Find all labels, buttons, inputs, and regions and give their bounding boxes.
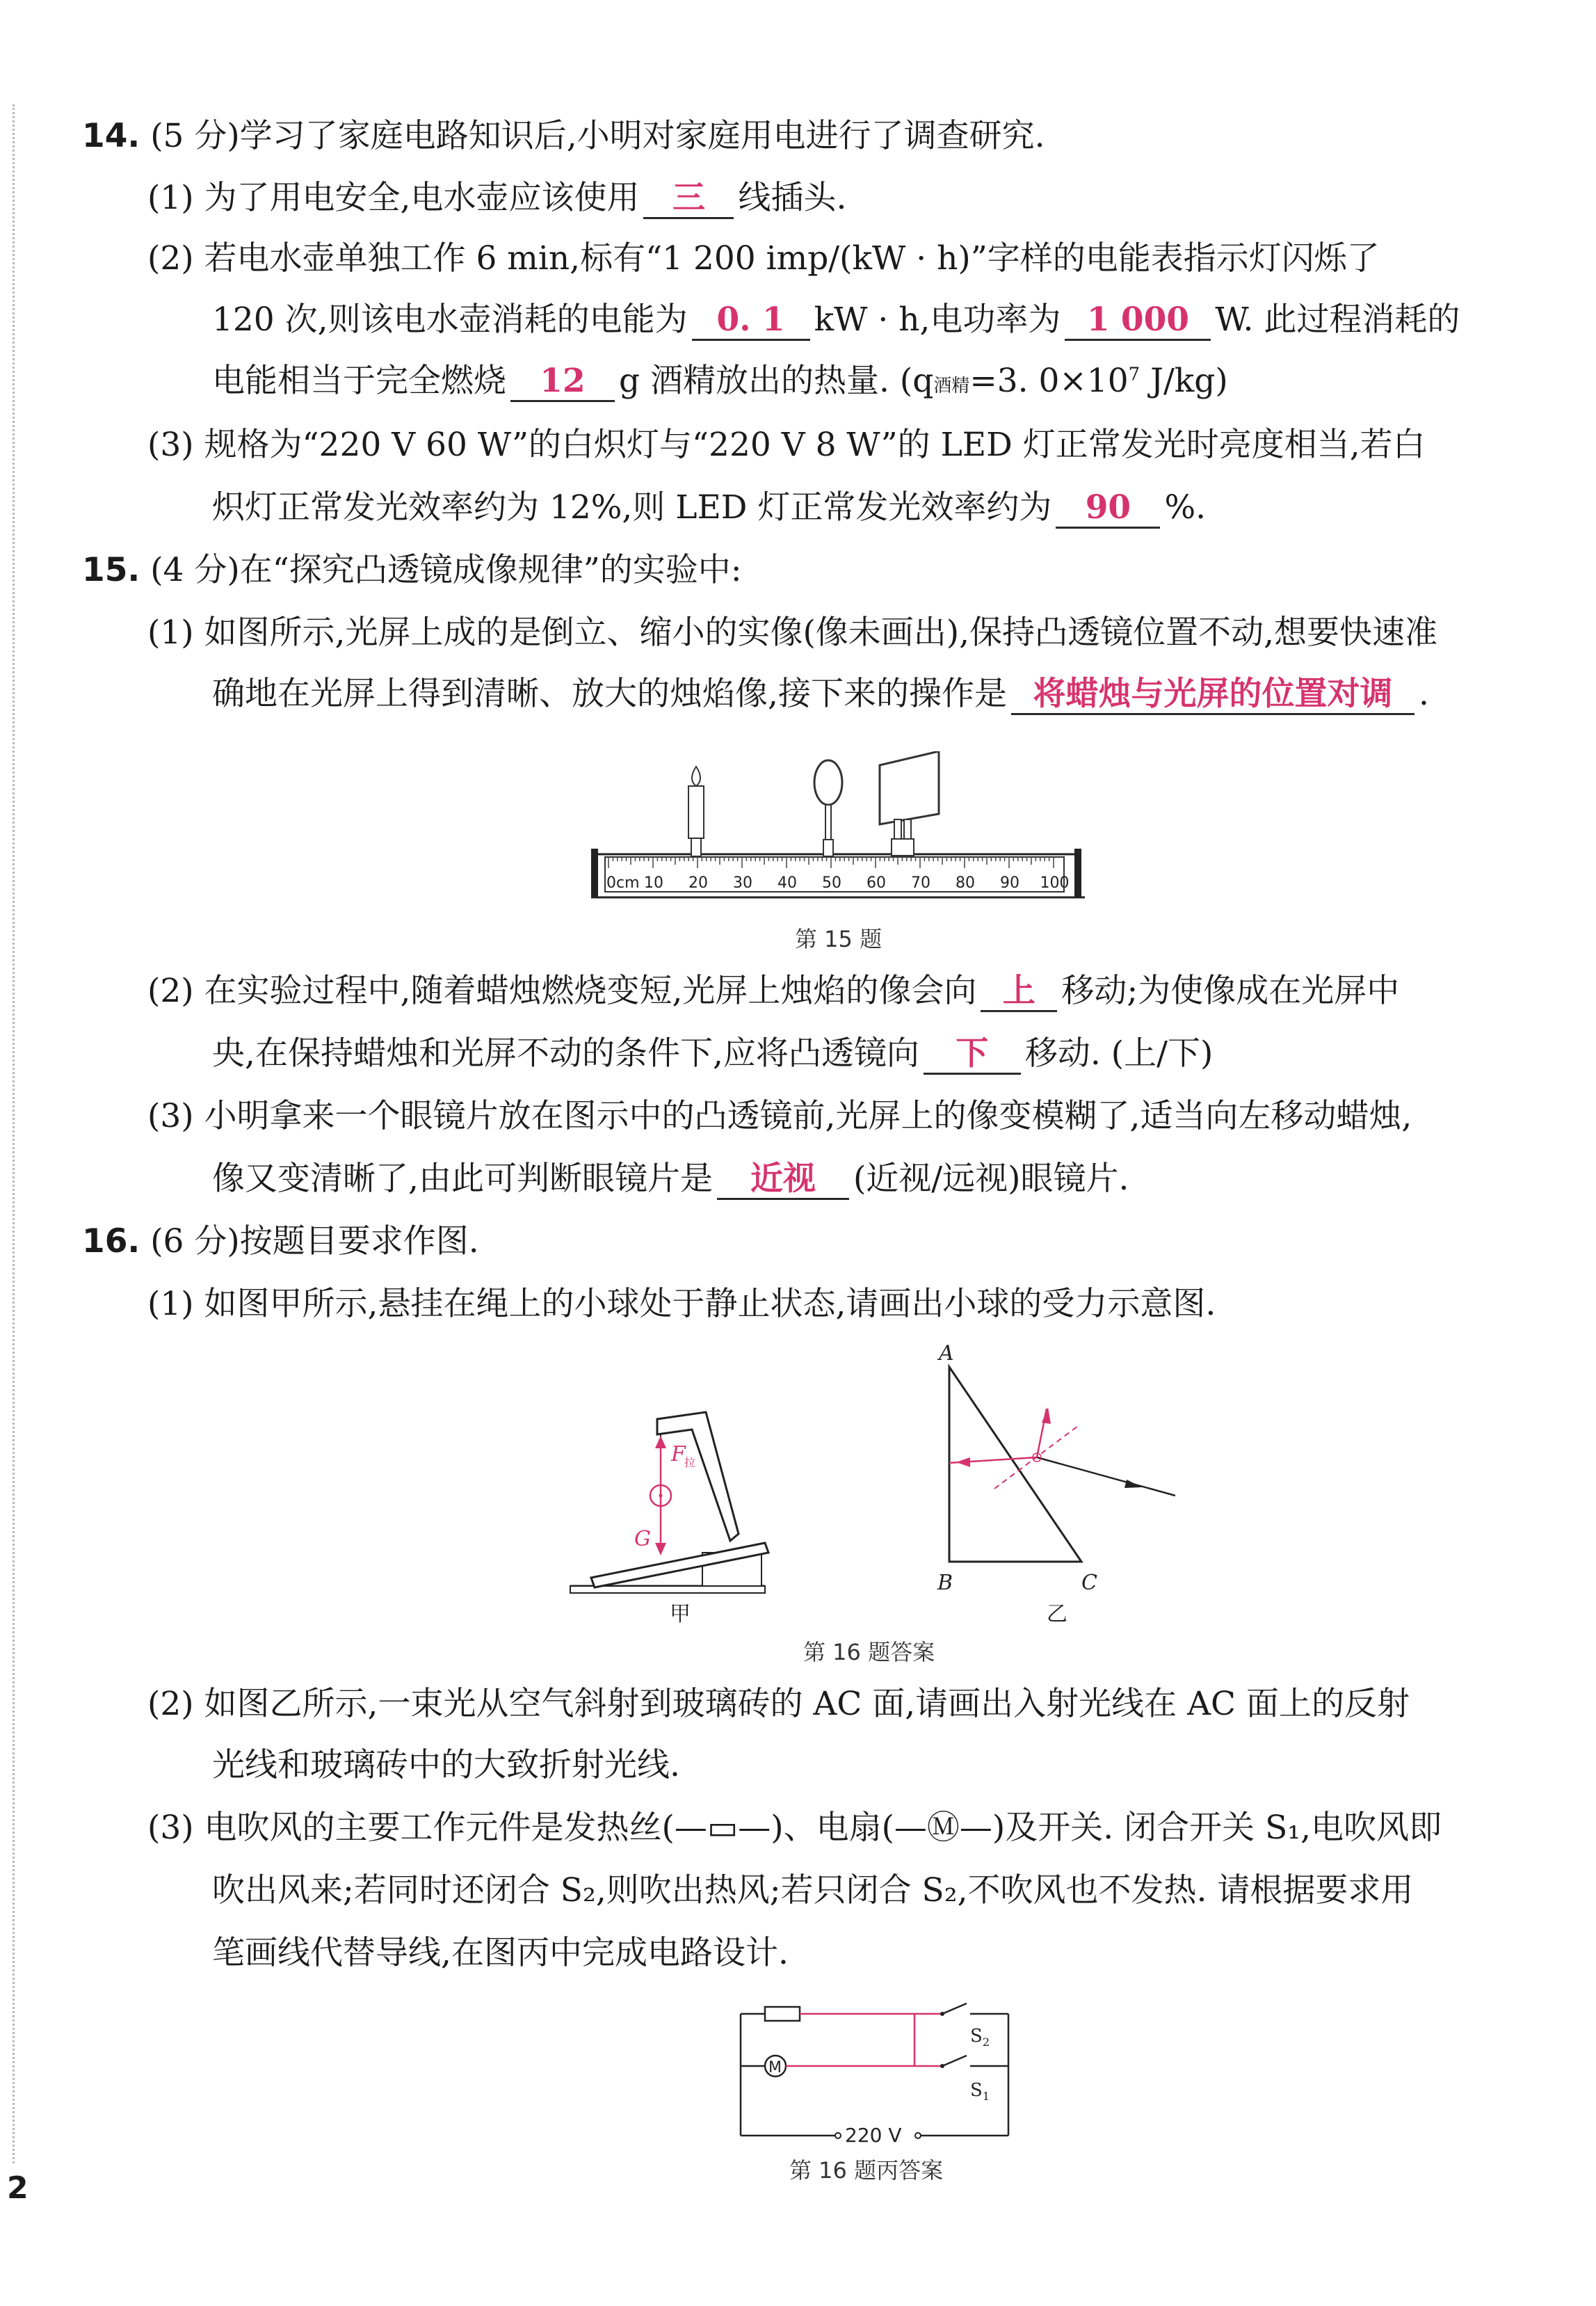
q14-part2-text-c: W. 此过程消耗的 [1215,301,1460,339]
q15-answer-up: 上 [981,972,1057,1012]
q14-number: 14. [82,117,140,155]
q16-number: 16. [82,1222,140,1260]
q16-part2-line2: 光线和玻璃砖中的大致折射光线. [212,1746,680,1784]
gravity-arrowhead [655,1543,666,1555]
q14-heading [82,115,1596,157]
q14-part2-text-d: 电能相当于完全燃烧 [212,362,506,400]
q14-part1 [147,177,1596,219]
q14-subscript: 酒精 [933,376,970,397]
switch-S2-pivot [940,2012,944,2016]
q15-part2-text-b: 移动;为使像成在光屏中 [1061,972,1400,1010]
q15-heading [82,550,1596,591]
label-S1: $S_1$ [970,2080,990,2103]
fig15-caption: 第 15 题 [795,926,882,952]
q14-part2-line1: (2) 若电水壶单独工作 6 min,标有“1 200 imp/(kW · h)”字样的电能表指示灯闪烁了 [147,239,1380,278]
label-F-sub: 拉 [684,1456,696,1469]
heater-resistor [765,2007,800,2021]
q16-part3-line3: 笔画线代替导线,在图丙中完成电路设计. [212,1934,789,1972]
q14-part1-text: (1) 为了用电安全,电水壶应该使用 [147,179,640,217]
switch-S2-blade [942,2003,967,2014]
candle [688,767,704,856]
q14-superscript: 7 [1128,364,1140,385]
q14-answer-1: 三 [643,179,734,219]
q14-title: (5 分)学习了家庭电路知识后,小明对家庭用电进行了调查研究. [150,117,1045,155]
ruler-tick-label: 40 [777,874,797,892]
caption-jia: 甲 [670,1602,691,1626]
switch-S1-blade [942,2056,967,2066]
figure-jia-ball [563,1391,855,1628]
q14-answer-power: 1 000 [1065,301,1211,341]
q15-part3-line1: (3) 小明拿来一个眼镜片放在图示中的凸透镜前,光屏上的像变模糊了,适当向左移动蜡烛, [147,1097,1412,1135]
light-screen [880,751,939,856]
bench-left-leg [591,849,598,897]
label-G: G [634,1527,651,1551]
ruler-tick-label: 30 [733,874,752,892]
label-A: A [939,1341,954,1366]
bench-right-leg [1074,849,1081,897]
q14-part2-text-f: =3. 0×10 [969,362,1129,400]
fig16-caption: 第 16 题答案 [803,1639,935,1665]
q14-part3-text-b: %. [1164,488,1207,527]
incident-arrowhead [1125,1480,1142,1488]
ruler-minor-ticks [608,857,1054,868]
q15-answer-myopia: 近视 [717,1160,849,1200]
q15-part2-line2 [212,1033,1596,1075]
ruler-tick-labels [644,874,1070,892]
ruler-tick-label: 60 [866,874,886,892]
q14-part2-text-b: kW · h,电功率为 [814,301,1061,339]
voltage-label: 220 V [845,2124,902,2146]
caption-yi: 乙 [1047,1602,1067,1626]
ruler-tick-label: 10 [644,874,663,892]
q15-part3-line2 [212,1158,1596,1200]
q16-part3-line2: 吹出风来;若同时还闭合 S₂,则吹出热风;若只闭合 S₂,不吹风也不发热. 请根据要求用 [212,1871,1414,1909]
label-C: C [1081,1571,1097,1595]
tension-arrowhead [655,1436,666,1448]
ruler-tick-label: 90 [1000,874,1019,892]
q14-part2-line2 [212,299,1596,341]
circuit-figure [734,1993,1026,2146]
q15-number: 15. [82,551,140,589]
optical-bench-figure [570,751,1127,918]
q14-answer-alcohol: 12 [510,362,615,402]
q15-part1-line2 [212,673,1596,715]
q15-part2-text-a: (2) 在实验过程中,随着蜡烛燃烧变短,光屏上烛焰的像会向 [147,972,977,1010]
q14-answer-energy: 0. 1 [692,301,810,341]
switch-S1-pivot [940,2064,944,2068]
ruler-tick-label: 50 [822,874,841,892]
terminal-right [915,2133,921,2138]
q15-part1-text-b: . [1418,675,1429,713]
ruler-tick-label: 100 [1040,874,1070,892]
q16-title: (6 分)按题目要求作图. [150,1222,479,1260]
q14-part3-line1: (3) 规格为“220 V 60 W”的白炽灯与“220 V 8 W”的 LED 灯正常发光时亮度相当,若白 [147,426,1426,464]
terminal-left [835,2133,841,2138]
ruler-tick-label: 20 [688,874,708,892]
circuit-caption: 第 16 题丙答案 [789,2157,944,2184]
jia-stand [657,1412,739,1541]
q15-answer-swap: 将蜡烛与光屏的位置对调 [1011,675,1414,715]
label-F: F [671,1442,686,1466]
q14-part2-text-g: J/kg) [1140,362,1228,400]
q14-part2-text-e: g 酒精放出的热量. (q [619,362,934,400]
q16-part3-line1: (3) 电吹风的主要工作元件是发热丝(—▭—)、电扇(—Ⓜ—)及开关. 闭合开关 S₁,电吹风即 [147,1809,1442,1847]
q15-part1-text-a: 确地在光屏上得到清晰、放大的烛焰像,接下来的操作是 [212,675,1007,713]
label-S2: $S_2$ [970,2026,990,2049]
q15-part3-text-a: 像又变清晰了,由此可判断眼镜片是 [212,1160,713,1198]
q15-part2-text-d: 移动. (上/下) [1024,1034,1214,1073]
q15-answer-down: 下 [924,1035,1021,1075]
figure-yi-prism [918,1339,1196,1638]
q14-part3-text-a: 炽灯正常发光效率约为 12%,则 LED 灯正常发光效率约为 [212,488,1052,527]
convex-lens [814,760,842,856]
q15-part1-line1: (1) 如图所示,光屏上成的是倒立、缩小的实像(像未画出),保持凸透镜位置不动,想要快速准 [147,614,1438,652]
q14-part2-line3 [212,360,1596,407]
q14-answer-efficiency: 90 [1056,489,1160,529]
motor-label: M [768,2059,782,2076]
q15-part2-text-c: 央,在保持蜡烛和光屏不动的条件下,应将凸透镜向 [212,1034,919,1073]
q14-part1-text-end: 线插头. [738,179,847,217]
q16-part2-line1: (2) 如图乙所示,一束光从空气斜射到玻璃砖的 AC 面,请画出入射光线在 AC 面上的反射 [147,1685,1410,1723]
q14-part2-text-a: 120 次,则该电水壶消耗的电能为 [212,301,688,339]
ruler-unit-label: 0cm [606,874,640,892]
binding-margin [13,104,15,2163]
q15-part2-line1 [147,970,1596,1012]
ruler-tick-label: 80 [956,874,975,892]
incident-ray [1037,1457,1175,1496]
page-number: 2 [7,2170,29,2206]
q16-part1: (1) 如图甲所示,悬挂在绳上的小球处于静止状态,请画出小球的受力示意图. [147,1285,1216,1323]
q16-heading [82,1221,1596,1263]
q15-title: (4 分)在“探究凸透镜成像规律”的实验中: [150,551,742,589]
ruler-tick-label: 70 [911,874,930,892]
q14-part3-line2 [212,487,1596,529]
label-B: B [937,1571,953,1595]
q15-part3-text-b: (近视/远视)眼镜片. [853,1160,1129,1198]
